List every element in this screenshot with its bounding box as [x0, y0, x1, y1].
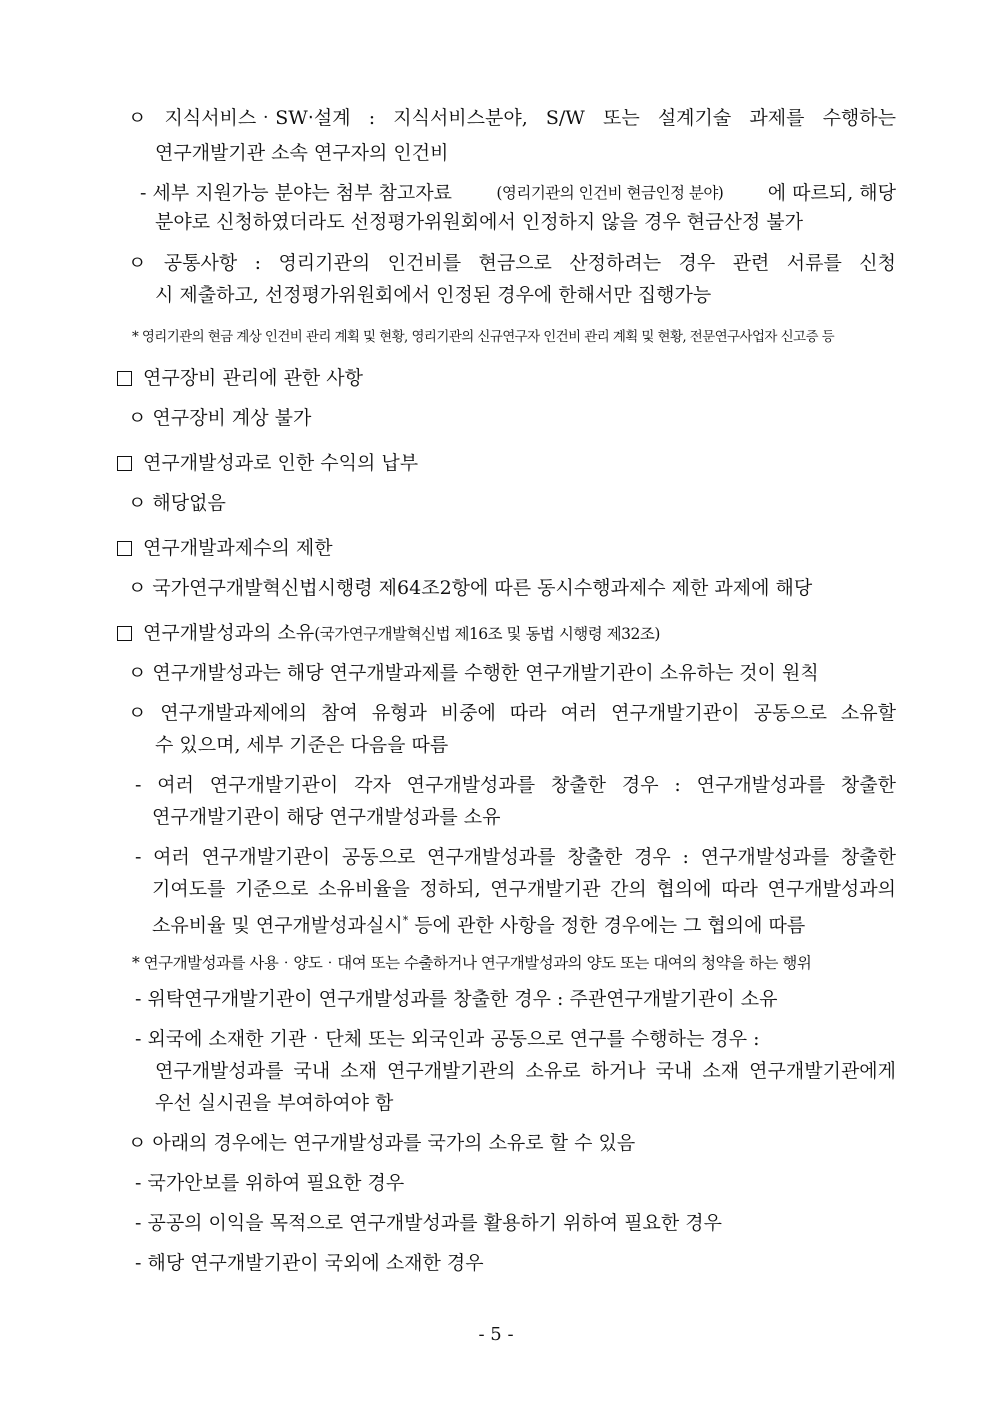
- text-line: - 해당 연구개발기관이 국외에 소재한 경우: [135, 1252, 484, 1274]
- text-span: (영리기관의 인건비 현금인정 분야): [496, 184, 724, 202]
- text-line: ㅇ 연구개발과제에의 참여 유형과 비중에 따라 여러 연구개발기관이 공동으로 소유할: [128, 702, 896, 724]
- section-heading: 연구장비 관리에 관한 사항: [143, 367, 364, 389]
- text-line: 시 제출하고, 선정평가위원회에서 인정된 경우에 한해서만 집행가능: [155, 284, 712, 306]
- text-line: - 공공의 이익을 목적으로 연구개발성과를 활용하기 위하여 필요한 경우: [135, 1212, 723, 1234]
- text-line: 연구개발성과를 국내 소재 연구개발기관의 소유로 하거나 국내 소재 연구개발기관에게: [155, 1060, 896, 1082]
- text-line: ㅇ 아래의 경우에는 연구개발성과를 국가의 소유로 할 수 있음: [128, 1132, 636, 1154]
- text-line: - 위탁연구개발기관이 연구개발성과를 창출한 경우 : 주관연구개발기관이 소유: [135, 988, 778, 1010]
- text-line: 우선 실시권을 부여하여야 함: [155, 1092, 394, 1114]
- checkbox-square-icon: [117, 541, 132, 556]
- text-span: 에 따르되, 해당: [767, 182, 896, 204]
- text-line: ㅇ 공통사항 : 영리기관의 인건비를 현금으로 산정하려는 경우 관련 서류를 신청: [128, 252, 896, 274]
- text-line: ㅇ 해당없음: [128, 492, 226, 514]
- text-span: 소유비율 및 연구개발성과실시: [152, 914, 403, 937]
- footnote: * 연구개발성과를 사용‧양도‧대여 또는 수출하거나 연구개발성과의 양도 또는 대여의 청약을 하는 행위: [132, 954, 812, 972]
- text-line: [140, 181, 896, 205]
- text-line: ㅇ 국가연구개발혁신법시행령 제64조2항에 따른 동시수행과제수 제한 과제에 해당: [128, 577, 813, 599]
- text-line: [152, 909, 805, 937]
- checkbox-square-icon: [117, 371, 132, 386]
- page-number: - 5 -: [478, 1324, 514, 1345]
- text-line: 연구개발기관 소속 연구자의 인건비: [155, 142, 449, 164]
- text-line: 기여도를 기준으로 소유비율을 정하되, 연구개발기관 간의 협의에 따라 연구개발성과의: [152, 878, 896, 900]
- footnote-marker: *: [402, 914, 409, 927]
- text-line: - 여러 연구개발기관이 공동으로 연구개발성과를 창출한 경우 : 연구개발성과를 창출한: [135, 846, 896, 868]
- section-heading: [143, 621, 660, 646]
- text-span: - 세부 지원가능 분야는 첨부 참고자료: [140, 182, 452, 204]
- text-span: 등에 관한 사항을 정한 경우에는 그 협의에 따름: [408, 914, 806, 937]
- heading-reference: (국가연구개발혁신법 제16조 및 동법 시행령 제32조): [314, 625, 660, 643]
- text-line: 분야로 신청하였더라도 선정평가위원회에서 인정하지 않을 경우 현금산정 불가: [155, 211, 803, 233]
- text-line: 연구개발기관이 해당 연구개발성과를 소유: [152, 806, 501, 828]
- checkbox-square-icon: [117, 456, 132, 471]
- text-line: - 여러 연구개발기관이 각자 연구개발성과를 창출한 경우 : 연구개발성과를 창출한: [135, 774, 896, 796]
- text-line: ㅇ 연구장비 계상 불가: [128, 407, 312, 429]
- text-line: - 국가안보를 위하여 필요한 경우: [135, 1172, 405, 1194]
- text-line: ㅇ 연구개발성과는 해당 연구개발과제를 수행한 연구개발기관이 소유하는 것이 원칙: [128, 662, 819, 684]
- section-heading: 연구개발성과로 인한 수익의 납부: [143, 452, 419, 474]
- section-heading: 연구개발과제수의 제한: [143, 537, 333, 559]
- checkbox-square-icon: [117, 626, 132, 641]
- text-line: - 외국에 소재한 기관‧단체 또는 외국인과 공동으로 연구를 수행하는 경우 :: [135, 1028, 760, 1050]
- text-line: 수 있으며, 세부 기준은 다음을 따름: [155, 734, 449, 756]
- footnote: * 영리기관의 현금 계상 인건비 관리 계획 및 현황, 영리기관의 신규연구자 인건비 관리 계획 및 현황, 전문연구사업자 신고증 등: [132, 329, 835, 345]
- heading-text: 연구개발성과의 소유: [143, 622, 315, 644]
- text-line: ㅇ 지식서비스‧SW‧설계 : 지식서비스분야, S/W 또는 설계기술 과제를 수행하는: [128, 107, 896, 129]
